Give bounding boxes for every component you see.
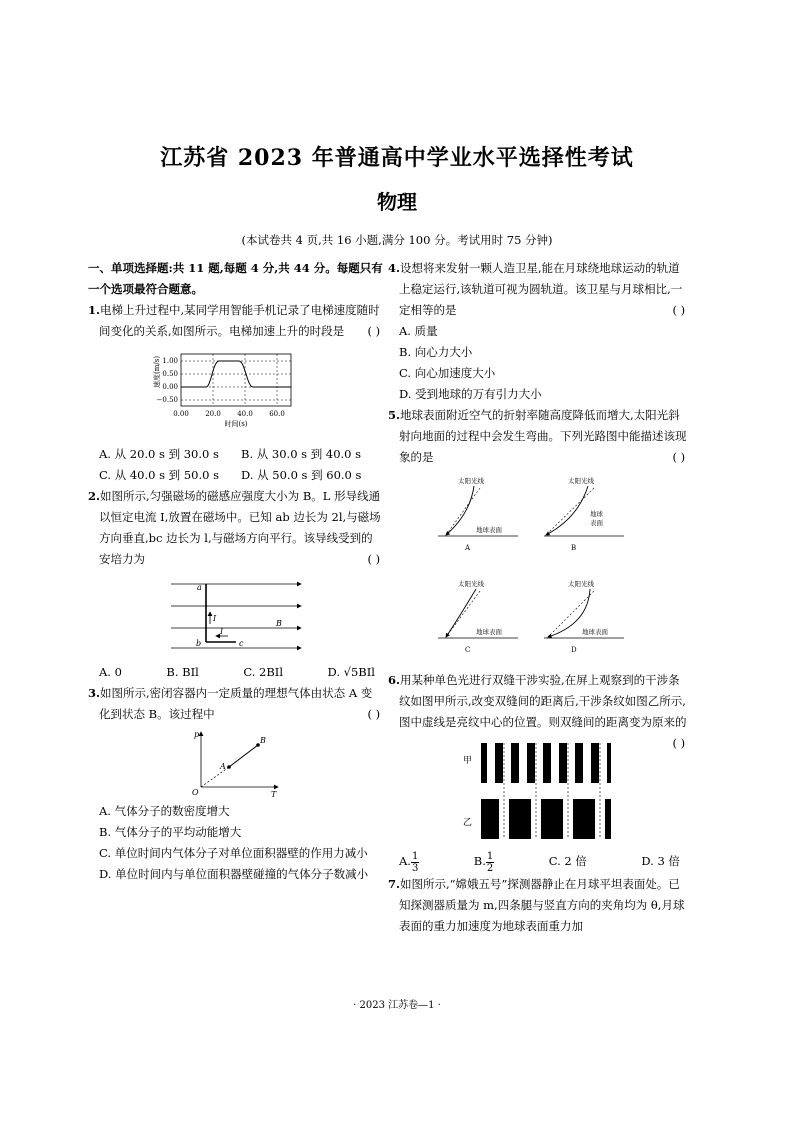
sun-label: 太阳光线: [568, 477, 594, 485]
sun-label: 太阳光线: [568, 580, 594, 588]
question-text: 如图所示,匀强磁场的磁感应强度大小为 B。L 形导线通以恒定电流 I,放置在磁场中。已知 ab 边长为 2l,与磁场方向垂直,bc 边长为 l,与磁场方向平行。该导线受到的安培力为: [99, 489, 381, 566]
xtick: 20.0: [204, 410, 221, 418]
light-path-figures: [438, 474, 638, 666]
option-d: D. √5BIl: [327, 665, 375, 679]
ytick: 0.50: [161, 370, 178, 378]
xtick: 40.0: [236, 410, 253, 418]
question-1: [88, 300, 383, 486]
velocity-time-chart: [151, 348, 321, 440]
option-a: A. 0: [99, 665, 122, 679]
question-3: [88, 683, 383, 885]
ytick: 0.00: [161, 383, 178, 391]
ytick: 1.00: [161, 357, 178, 365]
p-t-graph: [186, 729, 286, 799]
point-b: B: [259, 736, 266, 745]
option-b: B. 气体分子的平均动能增大: [99, 825, 242, 839]
option-b: B. BIl: [166, 665, 199, 679]
question-number: 7.: [388, 876, 401, 891]
origin-o: O: [191, 788, 199, 797]
question-text: 用某种单色光进行双缝干涉实验,在屏上观察到的干涉条纹如图甲所示,改变双缝间的距离后,干涉条纹如图乙所示,图中虚线是亮纹中心的位置。则双缝间的距离变为原来的: [399, 673, 687, 729]
fig-label-a: A: [465, 544, 471, 552]
ground-label: 地球: [590, 510, 603, 518]
fig-label-c: C: [465, 646, 471, 654]
option-d: D. 单位时间内与单位面积器壁碰撞的气体分子数减小: [99, 867, 369, 881]
option-a: A. 气体分子的数密度增大: [99, 804, 230, 818]
option-d: D. 3 倍: [641, 854, 680, 868]
option-c: C. 单位时间内气体分子对单位面积器壁的作用力减小: [99, 846, 368, 860]
path-figure-d: [544, 579, 624, 654]
answer-bracket: ( ): [367, 324, 381, 338]
subject-title: 物理: [377, 190, 417, 214]
interference-fringes: [463, 743, 613, 843]
ytick: −0.50: [156, 396, 178, 404]
axis-p: p: [193, 730, 199, 739]
question-text: 如图所示,“嫦娥五号”探测器静止在月球平坦表面处。已知探测器质量为 m,四条腿与竖直方向的夹角均为 θ,月球表面的重力加速度为地球表面重力加: [399, 876, 685, 933]
sun-label: 太阳光线: [458, 477, 484, 485]
question-4: [388, 258, 688, 405]
point-a: A: [219, 762, 226, 771]
sun-label: 太阳光线: [458, 580, 484, 588]
question-number: 4.: [388, 261, 401, 275]
ground-label: 地球表面: [476, 526, 502, 534]
question-number: 1.: [88, 303, 101, 317]
label-jia: 甲: [463, 756, 473, 766]
page-footer: · 2023 江苏卷—1 ·: [353, 1000, 441, 1011]
question-2: [88, 486, 383, 683]
label-b: b: [195, 639, 201, 648]
label-yi: 乙: [463, 818, 473, 828]
label-a: a: [196, 583, 202, 592]
answer-bracket: ( ): [672, 736, 686, 750]
xtick: 60.0: [268, 410, 285, 418]
option-c: C. 2BIl: [243, 665, 284, 679]
question-text: 电梯上升过程中,某同学用智能手机记录了电梯速度随时间变化的关系,如图所示。电梯加速上升的时段是: [99, 303, 380, 338]
label-field: B: [275, 619, 282, 628]
fig-label-b: B: [571, 544, 577, 552]
ground-label: 地球表面: [476, 628, 502, 636]
option-a: A. 从 20.0 s 到 30.0 s: [99, 447, 219, 461]
question-number: 2.: [88, 489, 101, 503]
question-5: [388, 405, 688, 666]
magnetic-field-figure: [166, 576, 306, 658]
answer-bracket: ( ): [367, 552, 381, 566]
left-column: [88, 258, 383, 885]
option-b: B. $\frac{1}{2}$: [473, 850, 494, 874]
option-a: A. $\frac{1}{3}$: [399, 850, 419, 874]
question-number: 6.: [388, 673, 401, 687]
xtick: 0.00: [172, 410, 189, 418]
question-7: [388, 874, 688, 937]
answer-bracket: ( ): [672, 450, 686, 464]
path-figure-a: [438, 476, 518, 552]
option-b: B. 向心力大小: [399, 345, 473, 359]
question-number: 3.: [88, 686, 101, 700]
path-figure-c: [438, 579, 518, 654]
question-text: 如图所示,密闭容器内一定质量的理想气体由状态 A 变化到状态 B。该过程中: [99, 686, 373, 721]
answer-bracket: ( ): [672, 303, 686, 317]
axis-t: T: [270, 790, 276, 799]
question-text: 地球表面附近空气的折射率随高度降低而增大,太阳光斜射向地面的过程中会发生弯曲。下列光路图中能描述该现象的是: [399, 408, 687, 464]
option-b: B. 从 30.0 s 到 40.0 s: [241, 447, 362, 461]
chart-ylabel: 速度(m/s): [152, 355, 161, 388]
path-figure-b: [544, 476, 624, 552]
question-text: 设想将来发射一颗人造卫星,能在月球绕地球运动的轨道上稳定运行,该轨道可视为圆轨道。该卫星与月球相比,一定相等的是: [399, 261, 683, 317]
label-current: I: [219, 627, 223, 636]
answer-bracket: ( ): [367, 707, 381, 721]
option-c: C. 2 倍: [548, 854, 587, 868]
question-6: [388, 670, 688, 874]
option-d: D. 从 50.0 s 到 60.0 s: [241, 468, 362, 482]
option-a: A. 质量: [399, 324, 438, 338]
option-c: C. 向心加速度大小: [399, 366, 496, 380]
option-c: C. 从 40.0 s 到 50.0 s: [99, 468, 219, 482]
fig-label-d: D: [571, 646, 577, 654]
chart-xlabel: 时间(s): [223, 420, 248, 428]
right-column: [388, 258, 688, 937]
paper-title: 江苏省 2023 年普通高中学业水平选择性考试: [160, 145, 634, 171]
option-d: D. 受到地球的万有引力大小: [399, 387, 542, 401]
exam-info: (本试卷共 4 页,共 16 小题,满分 100 分。考试用时 75 分钟): [241, 233, 553, 247]
question-number: 5.: [388, 408, 401, 422]
section-heading: 一、单项选择题:共 11 题,每题 4 分,共 44 分。每题只有一个选项最符合题意。: [88, 261, 383, 296]
ground-label: 表面: [590, 519, 603, 527]
label-current: I: [212, 614, 216, 623]
ground-label: 地球表面: [582, 628, 608, 636]
label-c: c: [238, 639, 243, 648]
